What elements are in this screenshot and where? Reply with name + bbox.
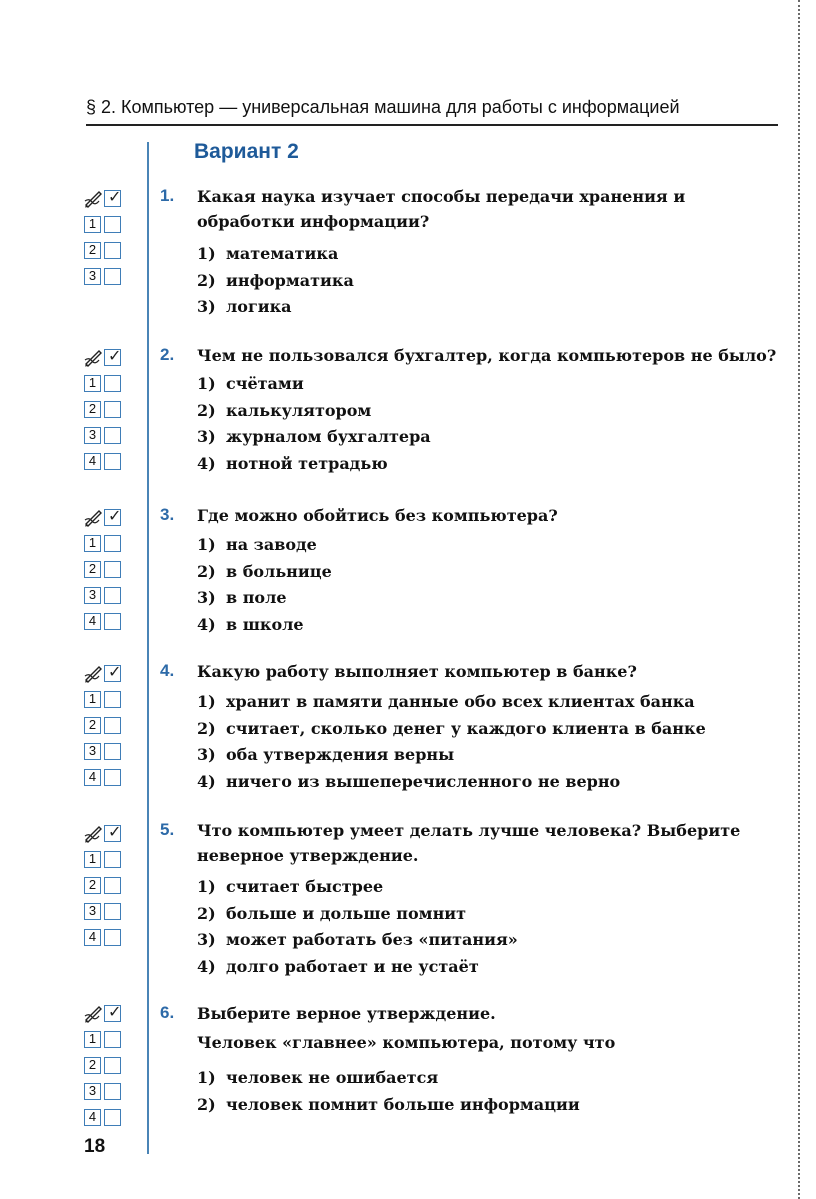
- checkmark-box: [104, 187, 122, 207]
- option-item[interactable]: [197, 424, 431, 451]
- option-item[interactable]: [197, 769, 706, 796]
- option-number: 3): [197, 427, 216, 446]
- option-text: долго работает и не устаёт: [226, 956, 479, 976]
- answer-row: [84, 398, 134, 424]
- answer-checkbox[interactable]: [104, 561, 121, 578]
- option-number: 1): [197, 1068, 216, 1087]
- answer-checkbox[interactable]: [104, 268, 121, 285]
- margin-rule: [147, 142, 149, 1154]
- option-item[interactable]: [197, 294, 354, 321]
- answer-row: [84, 265, 134, 291]
- answer-header: [84, 346, 134, 372]
- answer-row: [84, 372, 134, 398]
- answer-header: [84, 506, 134, 532]
- checkmark-box: [104, 1002, 122, 1022]
- option-item[interactable]: [197, 585, 332, 612]
- option-item[interactable]: [197, 612, 332, 639]
- perforation-line: [798, 0, 800, 1199]
- answer-checkbox[interactable]: [104, 769, 121, 786]
- answer-number: 4: [84, 769, 101, 786]
- answer-checkbox[interactable]: [104, 743, 121, 760]
- answer-number: 3: [84, 587, 101, 604]
- answer-header: [84, 1002, 134, 1028]
- option-text: логика: [226, 297, 292, 316]
- option-number: 1): [197, 244, 216, 263]
- options-list: [197, 874, 518, 980]
- option-item[interactable]: [197, 716, 706, 743]
- checkmark-icon: ✓: [108, 187, 122, 206]
- pen-icon: [84, 1004, 103, 1023]
- answer-number: 4: [84, 613, 101, 630]
- answer-checkbox[interactable]: [104, 1057, 121, 1074]
- answer-row: [84, 926, 134, 952]
- answer-row: [84, 610, 134, 636]
- answer-checkbox[interactable]: [104, 613, 121, 630]
- answer-boxes: [84, 187, 134, 291]
- option-text: больше и дольше помнит: [226, 903, 467, 923]
- question-text: Где можно обойтись без компьютера?: [197, 506, 558, 525]
- option-text: в больнице: [226, 561, 332, 581]
- option-text: нотной тетрадью: [226, 453, 388, 473]
- answer-number: 2: [84, 1057, 101, 1074]
- options-list: [197, 241, 354, 321]
- header-rule: [86, 124, 778, 126]
- option-text: калькулятором: [226, 400, 372, 420]
- option-item[interactable]: [197, 268, 354, 295]
- answer-row: [84, 424, 134, 450]
- option-item[interactable]: [197, 1065, 580, 1092]
- answer-row: [84, 688, 134, 714]
- answer-row: [84, 1106, 134, 1132]
- answer-number: 4: [84, 453, 101, 470]
- answer-checkbox[interactable]: [104, 427, 121, 444]
- option-text: ничего из вышеперечисленного не верно: [226, 771, 621, 791]
- answer-number: 1: [84, 851, 101, 868]
- answer-row: [84, 874, 134, 900]
- answer-number: 3: [84, 427, 101, 444]
- answer-number: 4: [84, 929, 101, 946]
- answer-number: 1: [84, 535, 101, 552]
- answer-number: 2: [84, 561, 101, 578]
- checkmark-icon: ✓: [108, 346, 122, 365]
- option-text: человек не ошибается: [226, 1068, 439, 1087]
- answer-boxes: [84, 346, 134, 476]
- option-number: 1): [197, 374, 216, 393]
- answer-number: 1: [84, 691, 101, 708]
- answer-checkbox[interactable]: [104, 877, 121, 894]
- option-text: хранит в памяти данные обо всех клиентах банка: [226, 692, 695, 711]
- pen-icon: [84, 508, 103, 527]
- answer-number: 3: [84, 743, 101, 760]
- option-text: оба утверждения верны: [226, 745, 455, 764]
- answer-header: [84, 187, 134, 213]
- option-text: журналом бухгалтера: [226, 427, 431, 446]
- question-number: 1.: [160, 186, 175, 205]
- variant-title: Вариант 2: [194, 140, 299, 163]
- option-item[interactable]: [197, 927, 518, 954]
- pen-icon: [84, 664, 103, 683]
- option-number: 1): [197, 692, 216, 711]
- option-number: 2): [197, 903, 216, 923]
- answer-header: [84, 822, 134, 848]
- option-number: 2): [197, 270, 216, 290]
- answer-row: [84, 1080, 134, 1106]
- answer-checkbox[interactable]: [104, 903, 121, 920]
- answer-row: [84, 848, 134, 874]
- option-number: 4): [197, 956, 216, 976]
- answer-row: [84, 239, 134, 265]
- answer-row: [84, 532, 134, 558]
- option-item[interactable]: [197, 241, 354, 268]
- option-text: считает быстрее: [226, 877, 384, 896]
- checkmark-icon: ✓: [108, 822, 122, 841]
- question-text: Какую работу выполняет компьютер в банке?: [197, 662, 637, 681]
- question-number: 3.: [160, 505, 175, 524]
- pen-icon: [84, 348, 103, 367]
- answer-checkbox[interactable]: [104, 851, 121, 868]
- option-text: человек помнит больше информации: [226, 1094, 580, 1114]
- answer-checkbox[interactable]: [104, 1109, 121, 1126]
- answer-row: [84, 1054, 134, 1080]
- answer-row: [84, 740, 134, 766]
- options-list: [197, 532, 332, 638]
- answer-row: [84, 558, 134, 584]
- option-number: 4): [197, 614, 216, 634]
- answer-boxes: [84, 822, 134, 952]
- option-number: 3): [197, 588, 216, 607]
- question-text: Какая наука изучает способы передачи хранения и обработки информации?: [197, 187, 686, 231]
- question-text: Что компьютер умеет делать лучше человека? Выберите неверное утверждение.: [197, 821, 741, 865]
- answer-checkbox[interactable]: [104, 216, 121, 233]
- answer-row: [84, 1028, 134, 1054]
- option-text: может работать без «питания»: [226, 930, 518, 949]
- checkmark-icon: ✓: [108, 662, 122, 681]
- option-item[interactable]: [197, 954, 518, 981]
- option-text: в поле: [226, 588, 287, 607]
- answer-boxes: [84, 662, 134, 792]
- options-list: [197, 1065, 580, 1118]
- answer-number: 1: [84, 1031, 101, 1048]
- option-item[interactable]: [197, 901, 518, 928]
- option-number: 1): [197, 535, 216, 554]
- option-item[interactable]: [197, 371, 431, 398]
- answer-row: [84, 900, 134, 926]
- option-number: 3): [197, 297, 216, 316]
- checkmark-icon: ✓: [108, 1002, 122, 1021]
- answer-number: 3: [84, 268, 101, 285]
- checkmark-box: [104, 346, 122, 366]
- option-item[interactable]: [197, 1092, 580, 1119]
- answer-checkbox[interactable]: [104, 587, 121, 604]
- option-item[interactable]: [197, 451, 431, 478]
- options-list: [197, 689, 706, 795]
- option-text: информатика: [226, 270, 354, 290]
- option-number: 3): [197, 745, 216, 764]
- answer-number: 4: [84, 1109, 101, 1126]
- option-item[interactable]: [197, 532, 332, 559]
- option-item[interactable]: [197, 559, 332, 586]
- answer-row: [84, 766, 134, 792]
- answer-boxes: [84, 506, 134, 636]
- option-number: 1): [197, 877, 216, 896]
- answer-checkbox[interactable]: [104, 1083, 121, 1100]
- pen-icon: [84, 189, 103, 208]
- options-list: [197, 371, 431, 477]
- answer-checkbox[interactable]: [104, 401, 121, 418]
- pen-icon: [84, 824, 103, 843]
- answer-checkbox[interactable]: [104, 375, 121, 392]
- page-number: 18: [84, 1136, 106, 1157]
- answer-checkbox[interactable]: [104, 242, 121, 259]
- answer-checkbox[interactable]: [104, 717, 121, 734]
- option-text: на заводе: [226, 535, 317, 554]
- checkmark-box: [104, 506, 122, 526]
- answer-row: [84, 714, 134, 740]
- question-text: Выберите верное утверждение.: [197, 1004, 496, 1023]
- answer-checkbox[interactable]: [104, 929, 121, 946]
- option-number: 2): [197, 718, 216, 738]
- checkmark-box: [104, 662, 122, 682]
- option-text: счётами: [226, 374, 304, 393]
- answer-number: 1: [84, 216, 101, 233]
- answer-checkbox[interactable]: [104, 691, 121, 708]
- option-number: 4): [197, 453, 216, 473]
- option-item[interactable]: [197, 398, 431, 425]
- option-item[interactable]: [197, 742, 706, 769]
- answer-number: 3: [84, 903, 101, 920]
- option-item[interactable]: [197, 689, 706, 716]
- answer-checkbox[interactable]: [104, 1031, 121, 1048]
- answer-number: 2: [84, 717, 101, 734]
- option-number: 2): [197, 561, 216, 581]
- option-number: 2): [197, 400, 216, 420]
- option-number: 2): [197, 1094, 216, 1114]
- option-item[interactable]: [197, 874, 518, 901]
- checkmark-icon: ✓: [108, 506, 122, 525]
- option-number: 3): [197, 930, 216, 949]
- answer-number: 2: [84, 877, 101, 894]
- question-number: 4.: [160, 661, 175, 680]
- answer-row: [84, 450, 134, 476]
- question-number: 6.: [160, 1003, 175, 1022]
- option-text: считает, сколько денег у каждого клиента в банке: [226, 718, 706, 738]
- answer-number: 3: [84, 1083, 101, 1100]
- question-subtext: Человек «главнее» компьютера, потому что: [197, 1033, 616, 1052]
- answer-row: [84, 584, 134, 610]
- page-header: § 2. Компьютер — универсальная машина для работы с информацией: [86, 97, 680, 117]
- option-text: математика: [226, 244, 339, 263]
- option-text: в школе: [226, 614, 304, 634]
- option-number: 4): [197, 771, 216, 791]
- answer-number: 2: [84, 242, 101, 259]
- question-number: 5.: [160, 820, 175, 839]
- answer-number: 2: [84, 401, 101, 418]
- answer-row: [84, 213, 134, 239]
- question-text: Чем не пользовался бухгалтер, когда компьютеров не было?: [197, 346, 777, 365]
- answer-checkbox[interactable]: [104, 535, 121, 552]
- answer-number: 1: [84, 375, 101, 392]
- answer-checkbox[interactable]: [104, 453, 121, 470]
- answer-boxes: [84, 1002, 134, 1132]
- checkmark-box: [104, 822, 122, 842]
- question-number: 2.: [160, 345, 175, 364]
- answer-header: [84, 662, 134, 688]
